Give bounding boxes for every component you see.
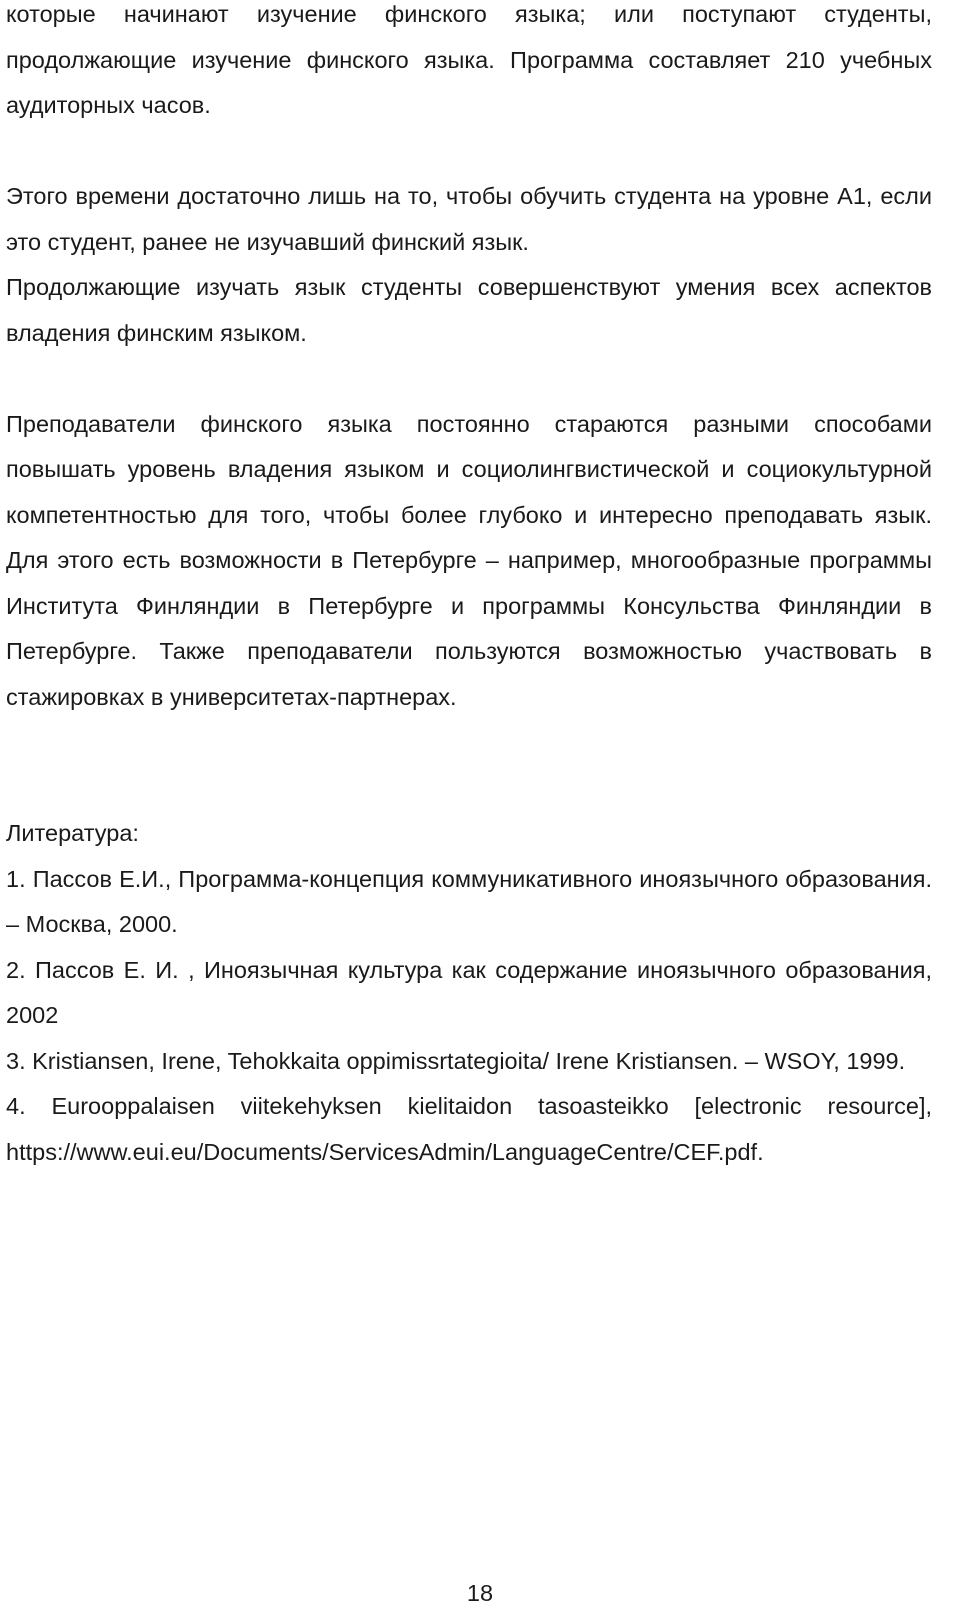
section-spacer: [6, 720, 932, 811]
paragraph-spacer: [6, 356, 932, 402]
literature-item: 3. Kristiansen, Irene, Tehokkaita oppimissrtategioita/ Irene Kristiansen. – WSOY, 1999.: [6, 1047, 906, 1074]
paragraph-spacer: [6, 129, 932, 175]
literature-item: 4. Eurooppalaisen viitekehyksen kielitaidon tasoasteikko [electronic resource], https://www.eui.eu/Documents/ServicesAdmin/LanguageCentre/CEF.pdf.: [6, 1093, 932, 1165]
paragraph-teachers: Преподаватели финского языка постоянно стараются разными способами повышать уровень владения языком и социолингвистической и социокультурной компетентностью для того, чтобы более глубоко и интересно преподавать язык. Для этого есть возможности в Петербурге – например, многообразные программы Института Финляндии в Петербурге и программы Консульства Финляндии в Петербурге. Также преподаватели пользуются возможностью участвовать в стажировках в университетах-партнерах.: [6, 410, 932, 710]
paragraph-continuing-students: Продолжающие изучать язык студенты совершенствуют умения всех аспектов владения финским языком.: [6, 274, 932, 346]
literature-item: 1. Пассов Е.И., Программа-концепция коммуникативного иноязычного образования. – Москва, 2000.: [6, 865, 932, 937]
page-number: 18: [466, 1580, 494, 1606]
paragraph-level-a1: Этого времени достаточно лишь на то, чтобы обучить студента на уровне А1, если это студент, ранее не изучавший финский язык.: [6, 183, 932, 255]
literature-heading: Литература:: [6, 820, 139, 846]
paragraph-program-hours: которые начинают изучение финского языка; или поступают студенты, продолжающие изучение финского языка. Программа составляет 210 учебных аудиторных часов.: [6, 1, 932, 118]
literature-item: 2. Пассов Е. И. , Иноязычная культура как содержание иноязычного образования, 2002: [6, 956, 932, 1028]
document-page: [6, 0, 932, 1175]
